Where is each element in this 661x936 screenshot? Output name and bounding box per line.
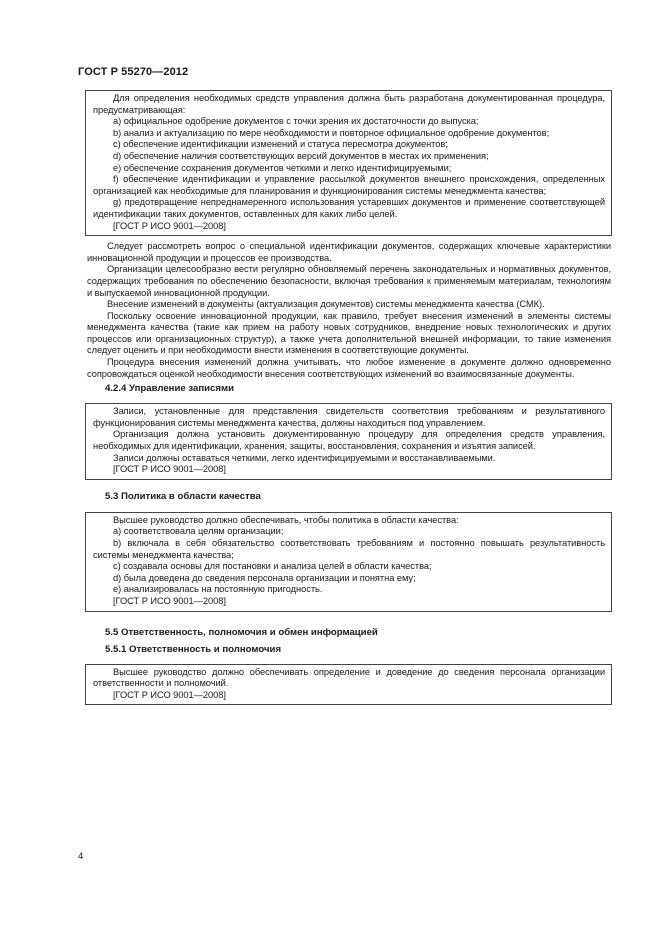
body-paragraph-2: Организации целесообразно вести регулярно обновляемый перечень законодательных и нормативных документов, содержащих требования по обеспечению безопасности, включая требования к применяемым материалам, технологиям и выпускаемой инновационной продукции.: [87, 264, 611, 298]
body-paragraph-4: Поскольку освоение инновационной продукции, как правило, требует внесения изменений в элементы системы менеджмента качества (такие как прием на работу новых сотрудников, внедрение новых технологических и других процессов или организационных структур), а также учета дополнительной внешней информации, то такие изменения следует оценить и при необходимости внести изменения в соответствующие документы.: [87, 310, 611, 356]
body-paragraph-3: Внесение изменений в документы (актуализация документов) системы менеджмента качества (СМК).: [107, 299, 545, 310]
body-paragraph-5: Процедура внесения изменений должна учитывать, что любое изменение в документе должно одновременно сопровождаться оценкой необходимости внесения соответствующих изменений во взаимосвязанные документы.: [87, 357, 611, 379]
box2-paragraph-3: Записи должны оставаться четкими, легко идентифицируемыми и восстанавливаемыми.: [113, 452, 496, 463]
box1-reference: [ГОСТ Р ИСО 9001—2008]: [113, 220, 226, 231]
box3-intro: Высшее руководство должно обеспечивать, чтобы политика в области качества:: [113, 514, 459, 525]
quote-box-responsibility: [85, 664, 612, 706]
box1-item-c: с) обеспечение идентификации изменений и статуса пересмотра документов;: [113, 139, 448, 150]
quote-box-records-control: [85, 403, 612, 480]
section-heading-5-3: 5.3 Политика в области качества: [105, 490, 261, 502]
box1-item-b: b) анализ и актуализацию по мере необходимости и повторное официальное одобрение документов;: [113, 127, 550, 138]
box2-paragraph-2: Организация должна установить документированную процедуру для определения средств управления, необходимых для идентификации, хранения, защиты, восстановления, сохранения и изъятия записей.: [93, 429, 605, 452]
body-text-block: [85, 241, 612, 380]
body-paragraph-1: Следует рассмотреть вопрос о специальной идентификации документов, содержащих ключевые характеристики инновационной продукции и процессов ее производства.: [87, 241, 611, 263]
box2-reference: [ГОСТ Р ИСО 9001—2008]: [113, 464, 226, 475]
box1-item-a: а) официальное одобрение документов с точки зрения их достаточности до выпуска;: [113, 116, 479, 127]
section-heading-5-5: 5.5 Ответственность, полномочия и обмен информацией: [105, 626, 378, 638]
box3-item-a: а) соответствовала целям организации;: [113, 526, 284, 537]
document-code-header: ГОСТ Р 55270—2012: [78, 66, 189, 78]
box3-item-d: d) была доведена до сведения персонала организации и понятна ему;: [113, 572, 416, 583]
page-number: 4: [78, 851, 84, 862]
box3-reference: [ГОСТ Р ИСО 9001—2008]: [113, 595, 226, 606]
box4-paragraph-1: Высшее руководство должно обеспечивать определение и доведение до сведения персонала организации ответственности и полномочий.: [93, 666, 605, 689]
box2-paragraph-1: Записи, установленные для представления свидетельств соответствия требованиям и результативного функционирования системы менеджмента качества, должны находиться под управлением.: [93, 406, 605, 428]
box1-item-d: d) обеспечение наличия соответствующих версий документов в местах их применения;: [113, 150, 489, 161]
section-heading-5-5-1: 5.5.1 Ответственность и полномочия: [105, 643, 282, 655]
box3-item-c: с) создавала основы для постановки и анализа целей в области качества;: [113, 561, 432, 572]
box1-item-g: g) предотвращение непреднамеренного использования устаревших документов и применение соответствующей идентификации таких документов, оставленных для каких либо целей.: [93, 197, 605, 219]
box3-item-e: е) анализировалась на постоянную пригодность.: [113, 584, 323, 595]
box3-item-b: b) включала в себя обязательство соответствовать требованиям и постоянно повышать результативность системы менеджмента качества;: [93, 538, 605, 560]
box1-item-e: е) обеспечение сохранения документов четкими и легко идентифицируемыми;: [113, 162, 452, 173]
page-content: [85, 90, 612, 705]
quote-box-quality-policy: [85, 512, 612, 612]
box1-intro: Для определения необходимых средств управления должна быть разработана документированная процедура, предусматривающая:: [93, 93, 605, 115]
box1-item-f: f) обеспечение идентификации и управление рассылкой документов внешнего происхождения, определенных организацией как необходимые для планирования и функционирования системы менеджмента качества;: [93, 174, 605, 196]
quote-box-document-control: [85, 90, 612, 236]
section-heading-4-2-4: 4.2.4 Управление записями: [105, 383, 234, 395]
box4-reference: [ГОСТ Р ИСО 9001—2008]: [113, 689, 226, 700]
